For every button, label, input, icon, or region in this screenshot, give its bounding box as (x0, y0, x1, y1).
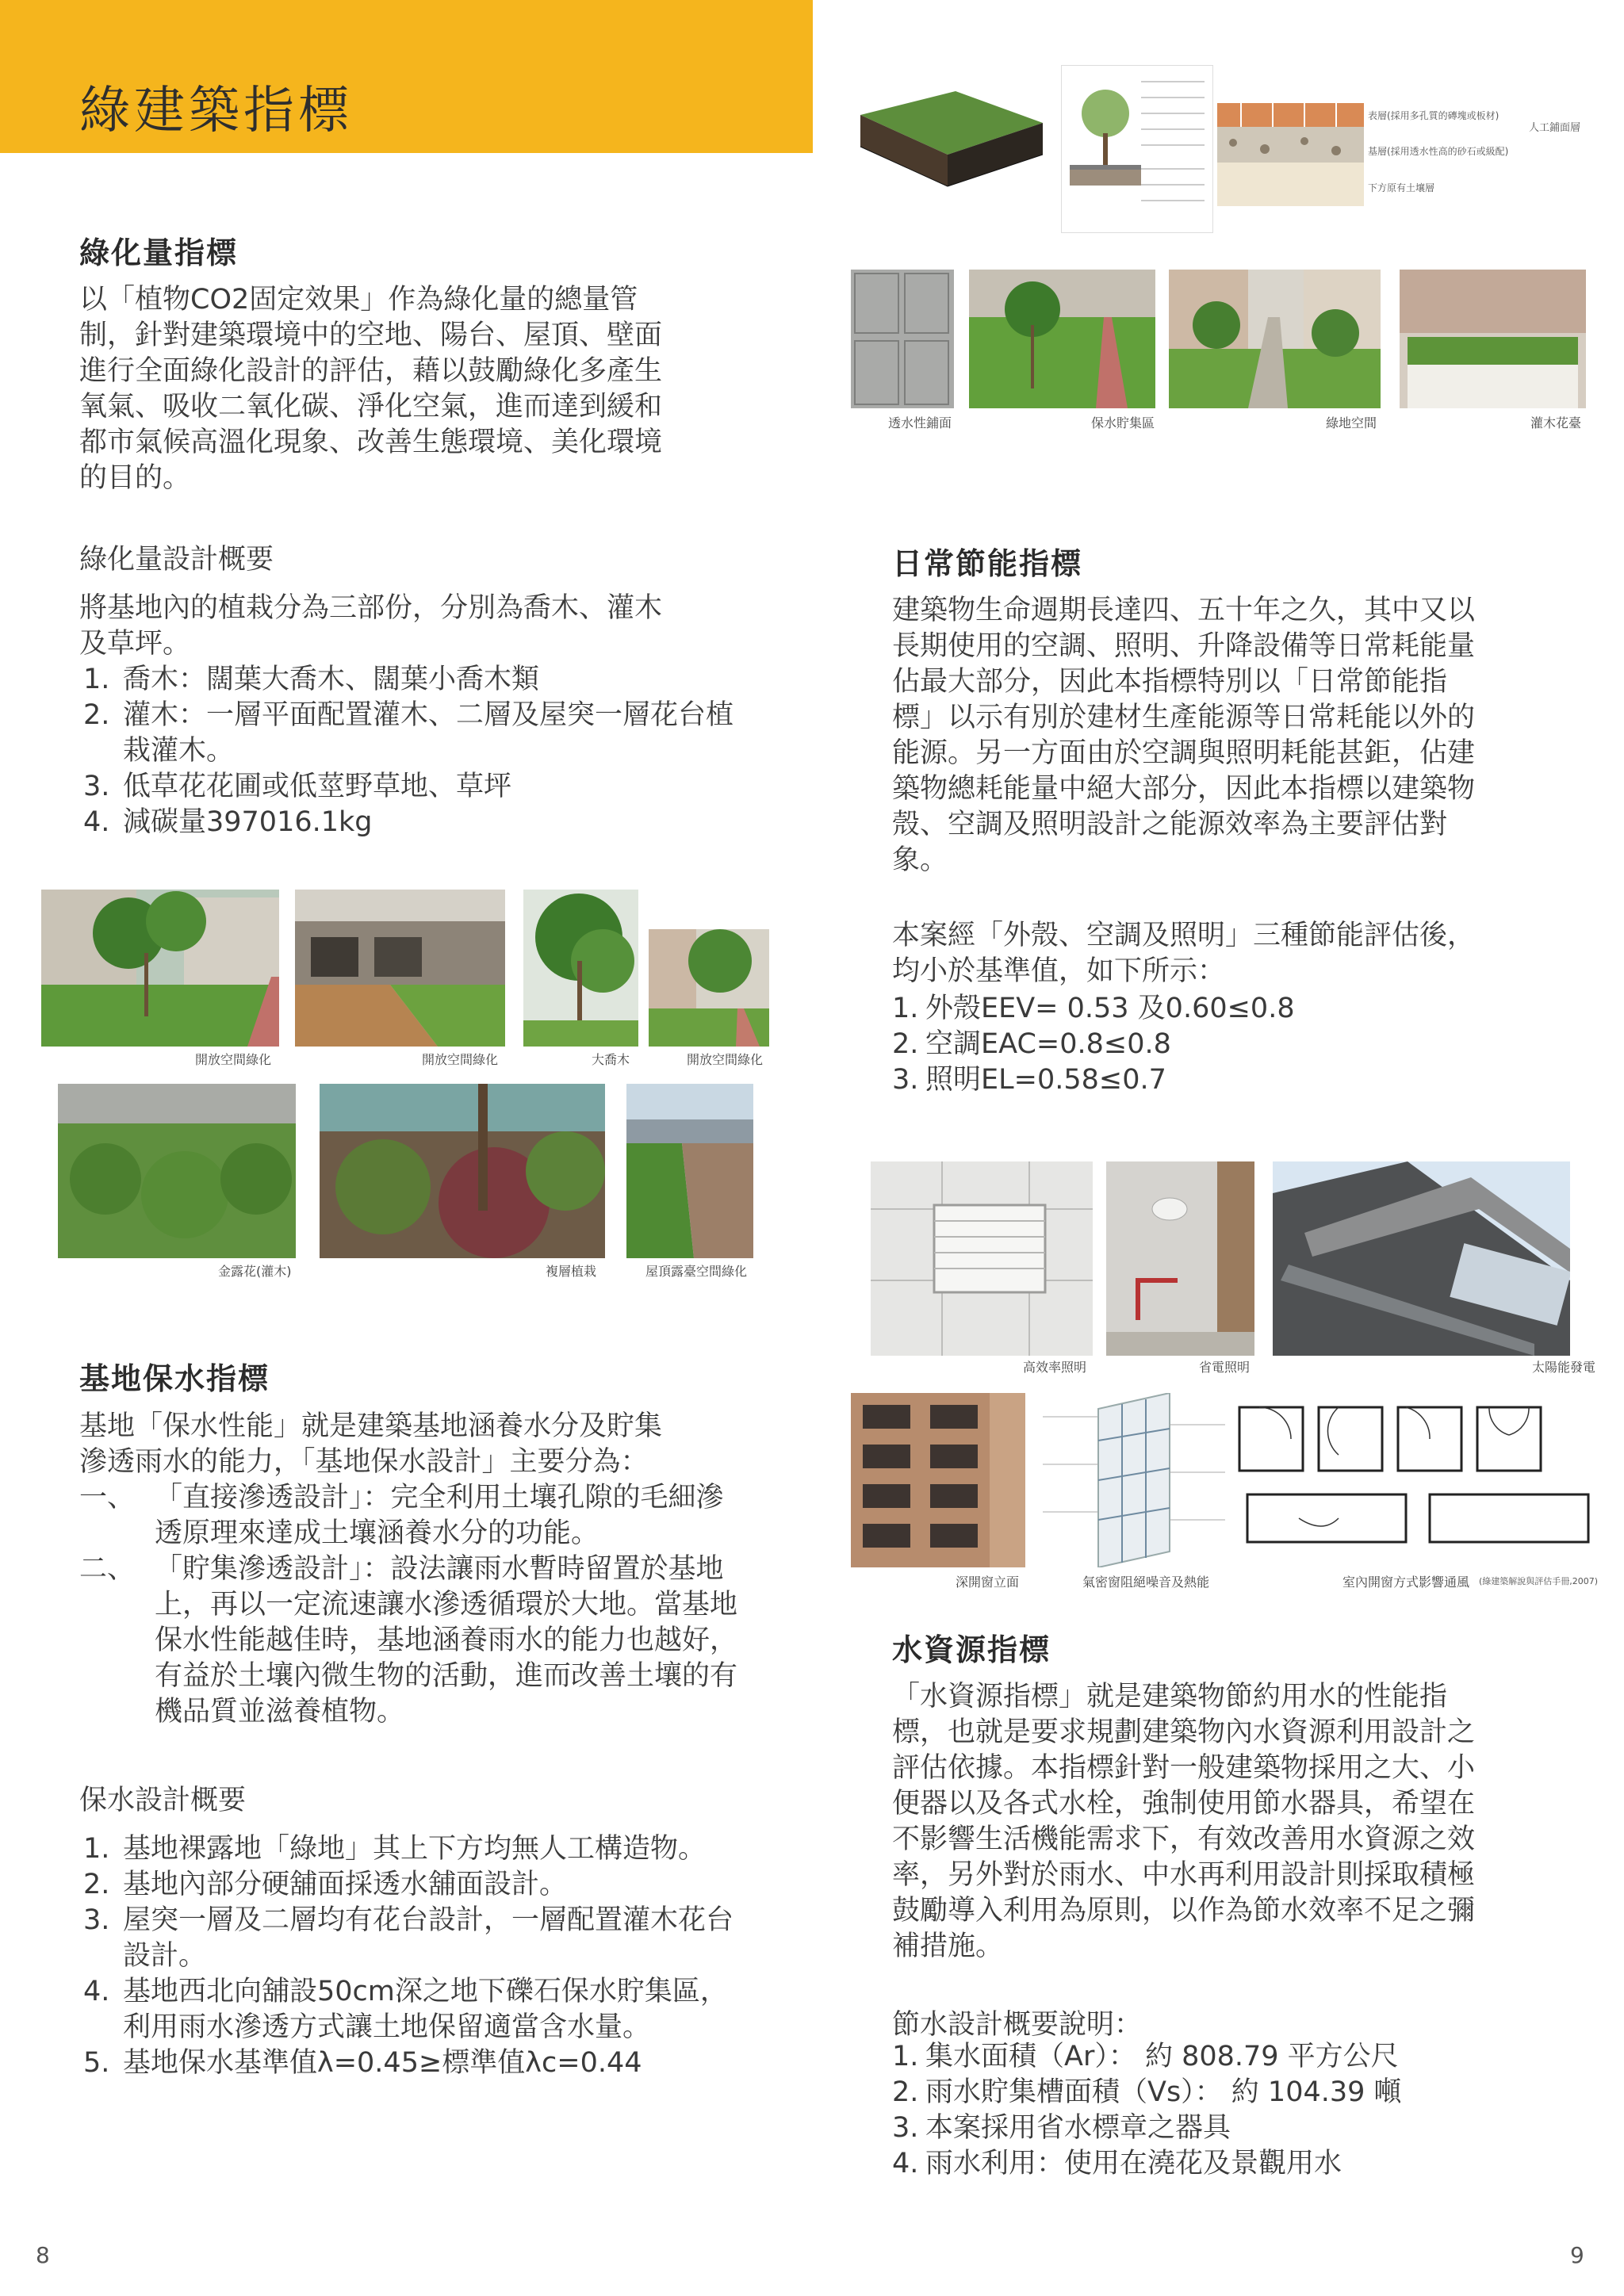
list-item: 2. 基地內部分硬舖面採透水舖面設計。 (83, 1869, 568, 1900)
caption: 綠地空間 (1326, 415, 1377, 430)
list-item: 2. 空調EAC=0.8≤0.8 (892, 1028, 1171, 1060)
diagram-label-top: 表層(採用多孔質的磚塊或板材) (1368, 110, 1500, 121)
photo-solar-power (1273, 1161, 1570, 1356)
photo-layered-planting (320, 1084, 605, 1258)
caption: 省電照明 (1199, 1360, 1251, 1375)
caption: 開放空間綠化 (687, 1052, 764, 1067)
list-item: 一、 「直接滲透設計」：完全利用土壤孔隙的毛細滲透原理來達成土壤涵養水分的功能。 (79, 1482, 724, 1549)
greening-design-title: 綠化量設計概要 (79, 544, 274, 576)
diagram-label-bottom: 下方原有土壤層 (1368, 182, 1435, 193)
list-item: 1. 喬木：闊葉大喬木、闊葉小喬木類 (83, 664, 540, 695)
photo-shrub (58, 1084, 296, 1258)
photo-permeable-paving (851, 270, 954, 408)
caption: 開放空間綠化 (422, 1052, 499, 1067)
list-item: 2. 灌木：一層平面配置灌木、二層及屋突一層花台植栽灌木。 (83, 699, 734, 767)
list-item: 2. 雨水貯集槽面積（Vs）： 約 104.39 噸 (892, 2076, 1402, 2108)
greening-intro: 將基地內的植栽分為三部份，分別為喬木、灌木 及草坪。 (79, 592, 663, 660)
energy-paragraph: 建築物生命週期長達四、五十年之久，其中又以 長期使用的空調、照明、升降設備等日常耗能量 佔最大部分，因此本指標特別以「日常節能指 標」以示有別於建材生產能源等日常耗能以外的 能源。另一方面由於空調與照明耗能甚鉅，佔建 築物總耗能量中絕大部分，因此本指標以建築物 殼、空調及照明設計之能源效率為主要評估對 象。 (892, 595, 1476, 876)
water-resources-heading: 水資源指標 (892, 1632, 1051, 1667)
list-item: 3. 屋突一層及二層均有花台設計，一層配置灌木花台設計。 (83, 1904, 734, 1972)
caption: 灌木花臺 (1530, 415, 1582, 430)
diagram-label-base: 基層(採用透水性高的砂石或級配) (1368, 146, 1509, 157)
water-design-title: 節水設計概要說明： (892, 2009, 1143, 2041)
photo-shrub-planter (1400, 270, 1586, 408)
caption: 氣密窗阻絕噪音及熱能 (1082, 1575, 1210, 1590)
photo-energy-saving-lighting (1106, 1161, 1254, 1356)
water-resources-paragraph: 「水資源指標」就是建築物節約用水的性能指 標，也就是要求規劃建築物內水資源利用設計之 評估依據。本指標針對一般建築物採用之大、小 便器以及各式水栓，強制使用節水器具，希望在 不影響生活機能需求下，有效改善用水資源之效 率，另外對於雨水、中水再利用設計則採取積極 鼓勵導入利用為原則，以作為節水效率不足之彌 補措施。 (892, 1681, 1476, 1962)
greening-heading: 綠化量指標 (79, 235, 239, 270)
photo-retention-area (969, 270, 1155, 408)
photo-high-efficiency-lighting (871, 1161, 1093, 1356)
retention-paragraph: 基地「保水性能」就是建築基地涵養水分及貯集 滲透雨水的能力，「基地保水設計」主要分為： (79, 1410, 663, 1478)
photo-big-tree (523, 890, 638, 1047)
caption: 太陽能發電 (1532, 1360, 1596, 1375)
energy-evaluation: 本案經「外殼、空調及照明」三種節能評估後， 均小於基準值，如下所示： (892, 920, 1476, 987)
list-item: 1. 外殼EEV= 0.53 及0.60≤0.8 (892, 993, 1295, 1024)
caption: 透水性鋪面 (888, 415, 952, 430)
list-item: 3. 本案採用省水標章之器具 (892, 2112, 1231, 2144)
photo-rooftop-terrace (626, 1084, 753, 1258)
caption: 複層植栽 (546, 1264, 597, 1279)
list-item: 1. 基地裸露地「綠地」其上下方均無人工構造物。 (83, 1833, 707, 1865)
list-item: 4. 減碳量397016.1kg (83, 806, 373, 838)
caption: 室內開窗方式影響通風 (1342, 1575, 1470, 1590)
caption: 金露花(灌木) (218, 1264, 292, 1279)
ventilation-diagram (1235, 1399, 1592, 1558)
list-item: 二、 「貯集滲透設計」：設法讓雨水暫時留置於基地上，再以一定流速讓水滲透循環於大地。當基地保水性能越佳時，基地涵養雨水的能力也越好，有益於土壤內微生物的活動，進而改善土壤的有機品質並滋養植物。 (79, 1553, 738, 1728)
energy-heading: 日常節能指標 (892, 546, 1083, 581)
photo-open-space-1 (41, 890, 279, 1047)
caption: 屋頂露臺空間綠化 (645, 1264, 748, 1279)
caption: 開放空間綠化 (195, 1052, 272, 1067)
photo-deep-window-facade (851, 1393, 1025, 1567)
retention-heading: 基地保水指標 (79, 1361, 270, 1396)
page-number-left: 8 (36, 2242, 50, 2268)
retention-design-title: 保水設計概要 (79, 1785, 247, 1816)
cross-section-diagram (1061, 65, 1213, 233)
page-number-right: 9 (1570, 2242, 1584, 2268)
caption: 保水貯集區 (1091, 415, 1155, 430)
green-roof-diagram (852, 67, 1051, 206)
retention-list (83, 1831, 741, 2081)
list-item: 1. 集水面積（Ar）： 約 808.79 平方公尺 (892, 2041, 1399, 2072)
list-item: 3. 照明EL=0.58≤0.7 (892, 1064, 1166, 1096)
diagram-label-brace: 人工鋪面層 (1529, 122, 1581, 134)
caption: 高效率照明 (1023, 1360, 1087, 1375)
retention-points (79, 1480, 745, 1730)
caption: 深開窗立面 (956, 1575, 1020, 1590)
list-item: 3. 低草花花圃或低莖野草地、草坪 (83, 771, 512, 802)
list-item: 5. 基地保水基準值λ=0.45≥標準值λc=0.44 (83, 2047, 642, 2079)
list-item: 4. 基地西北向舖設50cm深之地下礫石保水貯集區，利用雨水滲透方式讓土地保留適當含水量。 (83, 1976, 728, 2043)
list-item: 4. 雨水利用：使用在澆花及景觀用水 (892, 2148, 1342, 2179)
photo-green-space (1169, 270, 1381, 408)
water-resources-list (892, 2039, 1590, 2182)
permeable-paving-diagram (1217, 103, 1364, 206)
caption: 大喬木 (592, 1052, 630, 1067)
photo-open-space-2 (295, 890, 505, 1047)
greening-paragraph: 以「植物CO2固定效果」作為綠化量的總量管 制，針對建築環境中的空地、陽台、屋頂、壁面 進行全面綠化設計的評估，藉以鼓勵綠化多產生 氧氣、吸收二氧化碳、淨化空氣，進而達到緩和 都市氣候高溫化現象、改善生態環境、美化環境 的目的。 (79, 284, 663, 494)
caption-note: (綠建築解說與評估手冊,2007) (1479, 1576, 1599, 1586)
greening-list (83, 662, 741, 840)
page-title: 綠建築指標 (79, 82, 353, 140)
energy-list (892, 991, 1590, 1098)
photo-open-space-3 (649, 929, 769, 1047)
airtight-window-diagram (1035, 1393, 1233, 1567)
